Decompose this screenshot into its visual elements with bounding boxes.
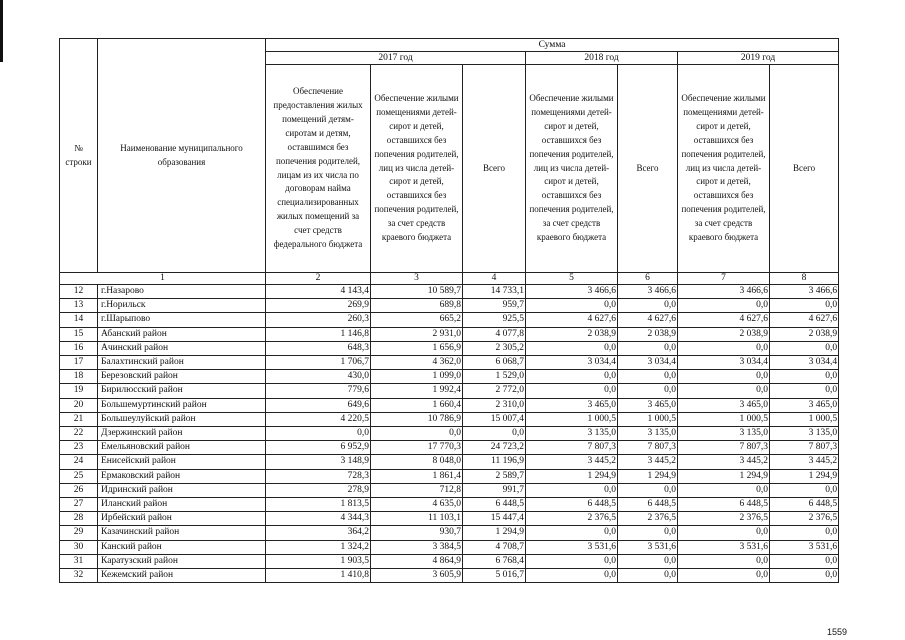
cell-regional-2019: 0,0 — [678, 483, 770, 497]
cell-federal-2017: 0,0 — [266, 427, 371, 441]
cell-total-2019: 0,0 — [770, 384, 839, 398]
table-row — [60, 427, 839, 441]
cell-total-2019: 2 376,5 — [770, 512, 839, 526]
cell-regional-2019: 4 627,6 — [678, 313, 770, 327]
cell-federal-2017: 6 952,9 — [266, 441, 371, 455]
cell-total-2017: 2 310,0 — [463, 398, 526, 412]
cell-regional-2018: 3 465,0 — [526, 398, 618, 412]
cell-total-2017: 24 723,2 — [463, 441, 526, 455]
cell-regional-2017: 4 362,0 — [371, 356, 463, 370]
cell-regional-2017: 689,8 — [371, 299, 463, 313]
cell-municipality-name: Ермаковский район — [98, 469, 266, 483]
cell-total-2017: 6 448,5 — [463, 498, 526, 512]
cell-regional-2018: 3 466,6 — [526, 285, 618, 299]
cell-regional-2017: 1 660,4 — [371, 398, 463, 412]
budget-table — [59, 38, 839, 583]
cell-total-2019: 3 466,6 — [770, 285, 839, 299]
cell-federal-2017: 3 148,9 — [266, 455, 371, 469]
cell-federal-2017: 728,3 — [266, 469, 371, 483]
cell-total-2019: 1 000,5 — [770, 412, 839, 426]
cell-total-2018: 2 038,9 — [618, 327, 678, 341]
table-header — [60, 39, 839, 285]
cell-total-2019: 0,0 — [770, 554, 839, 568]
cell-total-2018: 0,0 — [618, 341, 678, 355]
cell-regional-2019: 3 466,6 — [678, 285, 770, 299]
cell-regional-2018: 2 038,9 — [526, 327, 618, 341]
cell-regional-2018: 0,0 — [526, 384, 618, 398]
cell-regional-2017: 3 605,9 — [371, 569, 463, 583]
table-row — [60, 341, 839, 355]
cell-federal-2017: 1 903,5 — [266, 554, 371, 568]
cell-regional-2018: 3 034,4 — [526, 356, 618, 370]
cell-total-2018: 0,0 — [618, 384, 678, 398]
table-row — [60, 498, 839, 512]
table-row — [60, 356, 839, 370]
cell-total-2017: 2 589,7 — [463, 469, 526, 483]
table-row — [60, 412, 839, 426]
cell-regional-2017: 4 635,0 — [371, 498, 463, 512]
cell-regional-2018: 3 135,0 — [526, 427, 618, 441]
cell-total-2018: 3 034,4 — [618, 356, 678, 370]
cell-federal-2017: 278,9 — [266, 483, 371, 497]
cell-federal-2017: 269,9 — [266, 299, 371, 313]
cell-total-2019: 7 807,3 — [770, 441, 839, 455]
table-row — [60, 384, 839, 398]
cell-regional-2019: 3 034,4 — [678, 356, 770, 370]
cell-total-2017: 991,7 — [463, 483, 526, 497]
cell-regional-2019: 0,0 — [678, 341, 770, 355]
cell-federal-2017: 1 146,8 — [266, 327, 371, 341]
cell-federal-2017: 4 344,3 — [266, 512, 371, 526]
cell-total-2018: 0,0 — [618, 483, 678, 497]
cell-total-2019: 0,0 — [770, 341, 839, 355]
header-total-2017: Всего — [463, 65, 526, 273]
cell-total-2018: 0,0 — [618, 526, 678, 540]
cell-regional-2018: 2 376,5 — [526, 512, 618, 526]
table-row — [60, 483, 839, 497]
cell-total-2017: 925,5 — [463, 313, 526, 327]
cell-total-2017: 4 077,8 — [463, 327, 526, 341]
table-row — [60, 540, 839, 554]
cell-municipality-name: Идринский район — [98, 483, 266, 497]
cell-municipality-name: Балахтинский район — [98, 356, 266, 370]
cell-row-number: 13 — [60, 299, 98, 313]
cell-municipality-name: Кежемский район — [98, 569, 266, 583]
cell-regional-2018: 0,0 — [526, 569, 618, 583]
cell-total-2018: 0,0 — [618, 554, 678, 568]
cell-regional-2019: 6 448,5 — [678, 498, 770, 512]
table-row — [60, 526, 839, 540]
cell-total-2017: 15 007,4 — [463, 412, 526, 426]
cell-total-2018: 3 445,2 — [618, 455, 678, 469]
table-body — [60, 285, 839, 583]
cell-total-2017: 14 733,1 — [463, 285, 526, 299]
cell-federal-2017: 260,3 — [266, 313, 371, 327]
cell-regional-2017: 930,7 — [371, 526, 463, 540]
header-regional-funding-2018: Обеспечение жилыми помещениями детей-сирот и детей, оставшихся без попечения родителей, лиц из числа детей-сирот и детей, оставшихся без попечения родителей, за счет средств краевого бюджета — [526, 65, 618, 273]
cell-regional-2019: 3 531,6 — [678, 540, 770, 554]
budget-table-container — [59, 38, 838, 583]
cell-row-number: 24 — [60, 455, 98, 469]
cell-regional-2019: 2 038,9 — [678, 327, 770, 341]
cell-total-2018: 1 000,5 — [618, 412, 678, 426]
col-number-1: 1 — [60, 273, 266, 285]
cell-total-2017: 4 708,7 — [463, 540, 526, 554]
cell-regional-2017: 0,0 — [371, 427, 463, 441]
cell-regional-2018: 1 000,5 — [526, 412, 618, 426]
table-row — [60, 398, 839, 412]
cell-total-2018: 6 448,5 — [618, 498, 678, 512]
cell-total-2017: 1 294,9 — [463, 526, 526, 540]
cell-total-2017: 959,7 — [463, 299, 526, 313]
cell-row-number: 18 — [60, 370, 98, 384]
cell-total-2017: 5 016,7 — [463, 569, 526, 583]
table-row — [60, 455, 839, 469]
cell-total-2017: 2 305,2 — [463, 341, 526, 355]
cell-federal-2017: 779,6 — [266, 384, 371, 398]
cell-regional-2019: 3 465,0 — [678, 398, 770, 412]
col-number-6: 6 — [618, 273, 678, 285]
header-total-2019: Всего — [770, 65, 839, 273]
cell-total-2017: 0,0 — [463, 427, 526, 441]
cell-row-number: 27 — [60, 498, 98, 512]
cell-regional-2019: 0,0 — [678, 370, 770, 384]
cell-municipality-name: Ирбейский район — [98, 512, 266, 526]
cell-municipality-name: г.Назарово — [98, 285, 266, 299]
cell-row-number: 29 — [60, 526, 98, 540]
table-row — [60, 299, 839, 313]
cell-regional-2017: 665,2 — [371, 313, 463, 327]
cell-regional-2018: 0,0 — [526, 341, 618, 355]
cell-total-2018: 0,0 — [618, 569, 678, 583]
cell-regional-2019: 0,0 — [678, 384, 770, 398]
cell-regional-2017: 4 864,9 — [371, 554, 463, 568]
cell-row-number: 21 — [60, 412, 98, 426]
cell-row-number: 28 — [60, 512, 98, 526]
cell-federal-2017: 648,3 — [266, 341, 371, 355]
cell-total-2018: 3 465,0 — [618, 398, 678, 412]
col-number-3: 3 — [371, 273, 463, 285]
cell-municipality-name: Ачинский район — [98, 341, 266, 355]
cell-row-number: 14 — [60, 313, 98, 327]
cell-row-number: 22 — [60, 427, 98, 441]
column-number-row — [60, 273, 839, 285]
cell-regional-2017: 1 861,4 — [371, 469, 463, 483]
cell-total-2019: 0,0 — [770, 569, 839, 583]
header-regional-funding-2017: Обеспечение жилыми помещениями детей-сирот и детей, оставшихся без попечения родителей, лиц из числа детей-сирот и детей, оставшихся без попечения родителей, за счет средств краевого бюджета — [371, 65, 463, 273]
header-year-2019: 2019 год — [678, 52, 839, 65]
cell-federal-2017: 364,2 — [266, 526, 371, 540]
cell-federal-2017: 649,6 — [266, 398, 371, 412]
cell-total-2019: 3 135,0 — [770, 427, 839, 441]
cell-regional-2018: 1 294,9 — [526, 469, 618, 483]
col-number-7: 7 — [678, 273, 770, 285]
cell-regional-2019: 1 294,9 — [678, 469, 770, 483]
cell-row-number: 30 — [60, 540, 98, 554]
cell-regional-2017: 10 589,7 — [371, 285, 463, 299]
cell-total-2018: 7 807,3 — [618, 441, 678, 455]
cell-municipality-name: Казачинский район — [98, 526, 266, 540]
col-number-8: 8 — [770, 273, 839, 285]
header-sum: Сумма — [266, 39, 839, 52]
cell-regional-2017: 10 786,9 — [371, 412, 463, 426]
table-row — [60, 327, 839, 341]
cell-row-number: 20 — [60, 398, 98, 412]
cell-total-2018: 2 376,5 — [618, 512, 678, 526]
header-year-2018: 2018 год — [526, 52, 678, 65]
cell-regional-2018: 0,0 — [526, 483, 618, 497]
cell-federal-2017: 4 220,5 — [266, 412, 371, 426]
cell-total-2018: 1 294,9 — [618, 469, 678, 483]
cell-regional-2018: 7 807,3 — [526, 441, 618, 455]
cell-regional-2018: 3 445,2 — [526, 455, 618, 469]
cell-total-2018: 3 531,6 — [618, 540, 678, 554]
cell-regional-2019: 7 807,3 — [678, 441, 770, 455]
cell-regional-2018: 0,0 — [526, 299, 618, 313]
cell-municipality-name: Большеулуйский район — [98, 412, 266, 426]
cell-regional-2019: 0,0 — [678, 554, 770, 568]
cell-regional-2019: 2 376,5 — [678, 512, 770, 526]
cell-regional-2017: 17 770,3 — [371, 441, 463, 455]
cell-total-2019: 0,0 — [770, 299, 839, 313]
col-number-4: 4 — [463, 273, 526, 285]
cell-row-number: 32 — [60, 569, 98, 583]
cell-total-2019: 0,0 — [770, 483, 839, 497]
cell-regional-2019: 1 000,5 — [678, 412, 770, 426]
cell-municipality-name: Канский район — [98, 540, 266, 554]
cell-municipality-name: Березовский район — [98, 370, 266, 384]
col-number-5: 5 — [526, 273, 618, 285]
cell-total-2019: 1 294,9 — [770, 469, 839, 483]
cell-row-number: 25 — [60, 469, 98, 483]
cell-regional-2017: 2 931,0 — [371, 327, 463, 341]
cell-total-2017: 15 447,4 — [463, 512, 526, 526]
cell-regional-2019: 0,0 — [678, 526, 770, 540]
cell-total-2019: 3 531,6 — [770, 540, 839, 554]
cell-row-number: 19 — [60, 384, 98, 398]
cell-row-number: 26 — [60, 483, 98, 497]
cell-regional-2017: 11 103,1 — [371, 512, 463, 526]
table-row — [60, 569, 839, 583]
cell-regional-2018: 6 448,5 — [526, 498, 618, 512]
cell-regional-2019: 0,0 — [678, 569, 770, 583]
table-row — [60, 313, 839, 327]
left-edge-mark — [0, 0, 3, 62]
cell-municipality-name: г.Шарыпово — [98, 313, 266, 327]
cell-municipality-name: Иланский район — [98, 498, 266, 512]
cell-federal-2017: 1 324,2 — [266, 540, 371, 554]
cell-row-number: 12 — [60, 285, 98, 299]
cell-regional-2017: 8 048,0 — [371, 455, 463, 469]
cell-regional-2019: 3 445,2 — [678, 455, 770, 469]
cell-total-2019: 6 448,5 — [770, 498, 839, 512]
cell-total-2018: 0,0 — [618, 370, 678, 384]
cell-total-2017: 2 772,0 — [463, 384, 526, 398]
cell-regional-2017: 1 099,0 — [371, 370, 463, 384]
cell-municipality-name: Бирилюсский район — [98, 384, 266, 398]
cell-total-2019: 0,0 — [770, 370, 839, 384]
cell-total-2018: 3 135,0 — [618, 427, 678, 441]
table-row — [60, 285, 839, 299]
cell-regional-2017: 3 384,5 — [371, 540, 463, 554]
header-row-number: № строки — [60, 39, 98, 273]
cell-regional-2017: 712,8 — [371, 483, 463, 497]
cell-total-2018: 0,0 — [618, 299, 678, 313]
col-number-2: 2 — [266, 273, 371, 285]
table-row — [60, 554, 839, 568]
cell-total-2019: 3 465,0 — [770, 398, 839, 412]
cell-regional-2018: 0,0 — [526, 554, 618, 568]
cell-municipality-name: Большемуртинский район — [98, 398, 266, 412]
cell-row-number: 15 — [60, 327, 98, 341]
cell-municipality-name: г.Норильск — [98, 299, 266, 313]
cell-regional-2018: 4 627,6 — [526, 313, 618, 327]
cell-total-2017: 6 768,4 — [463, 554, 526, 568]
cell-federal-2017: 430,0 — [266, 370, 371, 384]
cell-regional-2017: 1 656,9 — [371, 341, 463, 355]
cell-total-2018: 4 627,6 — [618, 313, 678, 327]
cell-regional-2019: 3 135,0 — [678, 427, 770, 441]
cell-regional-2018: 0,0 — [526, 526, 618, 540]
cell-total-2017: 6 068,7 — [463, 356, 526, 370]
cell-total-2017: 11 196,9 — [463, 455, 526, 469]
header-regional-funding-2019: Обеспечение жилыми помещениями детей-сирот и детей, оставшихся без попечения родителей, лиц из числа детей-сирот и детей, оставшихся без попечения родителей, за счет средств краевого бюджета — [678, 65, 770, 273]
cell-total-2018: 3 466,6 — [618, 285, 678, 299]
header-year-2017: 2017 год — [266, 52, 526, 65]
cell-row-number: 17 — [60, 356, 98, 370]
cell-federal-2017: 1 706,7 — [266, 356, 371, 370]
cell-row-number: 23 — [60, 441, 98, 455]
cell-regional-2018: 0,0 — [526, 370, 618, 384]
cell-row-number: 31 — [60, 554, 98, 568]
cell-total-2019: 2 038,9 — [770, 327, 839, 341]
page-number: 1559 — [826, 627, 847, 637]
table-row — [60, 512, 839, 526]
cell-municipality-name: Дзержинский район — [98, 427, 266, 441]
cell-total-2019: 0,0 — [770, 526, 839, 540]
cell-total-2017: 1 529,0 — [463, 370, 526, 384]
cell-total-2019: 3 445,2 — [770, 455, 839, 469]
cell-regional-2019: 0,0 — [678, 299, 770, 313]
cell-total-2019: 3 034,4 — [770, 356, 839, 370]
header-total-2018: Всего — [618, 65, 678, 273]
cell-federal-2017: 1 410,8 — [266, 569, 371, 583]
cell-federal-2017: 1 813,5 — [266, 498, 371, 512]
header-federal-funding: Обеспечение предоставления жилых помещений детям-сиротам и детям, оставшимся без попечения родителей, лицам из их числа по договорам найма специализированных жилых помещений за счет средств федерального бюджета — [266, 65, 371, 273]
cell-regional-2018: 3 531,6 — [526, 540, 618, 554]
cell-municipality-name: Каратузский район — [98, 554, 266, 568]
cell-total-2019: 4 627,6 — [770, 313, 839, 327]
table-row — [60, 469, 839, 483]
table-row — [60, 441, 839, 455]
header-municipality: Наименование муниципального образования — [98, 39, 266, 273]
table-row — [60, 370, 839, 384]
cell-municipality-name: Емельяновский район — [98, 441, 266, 455]
cell-federal-2017: 4 143,4 — [266, 285, 371, 299]
cell-row-number: 16 — [60, 341, 98, 355]
cell-municipality-name: Абанский район — [98, 327, 266, 341]
cell-municipality-name: Енисейский район — [98, 455, 266, 469]
cell-regional-2017: 1 992,4 — [371, 384, 463, 398]
